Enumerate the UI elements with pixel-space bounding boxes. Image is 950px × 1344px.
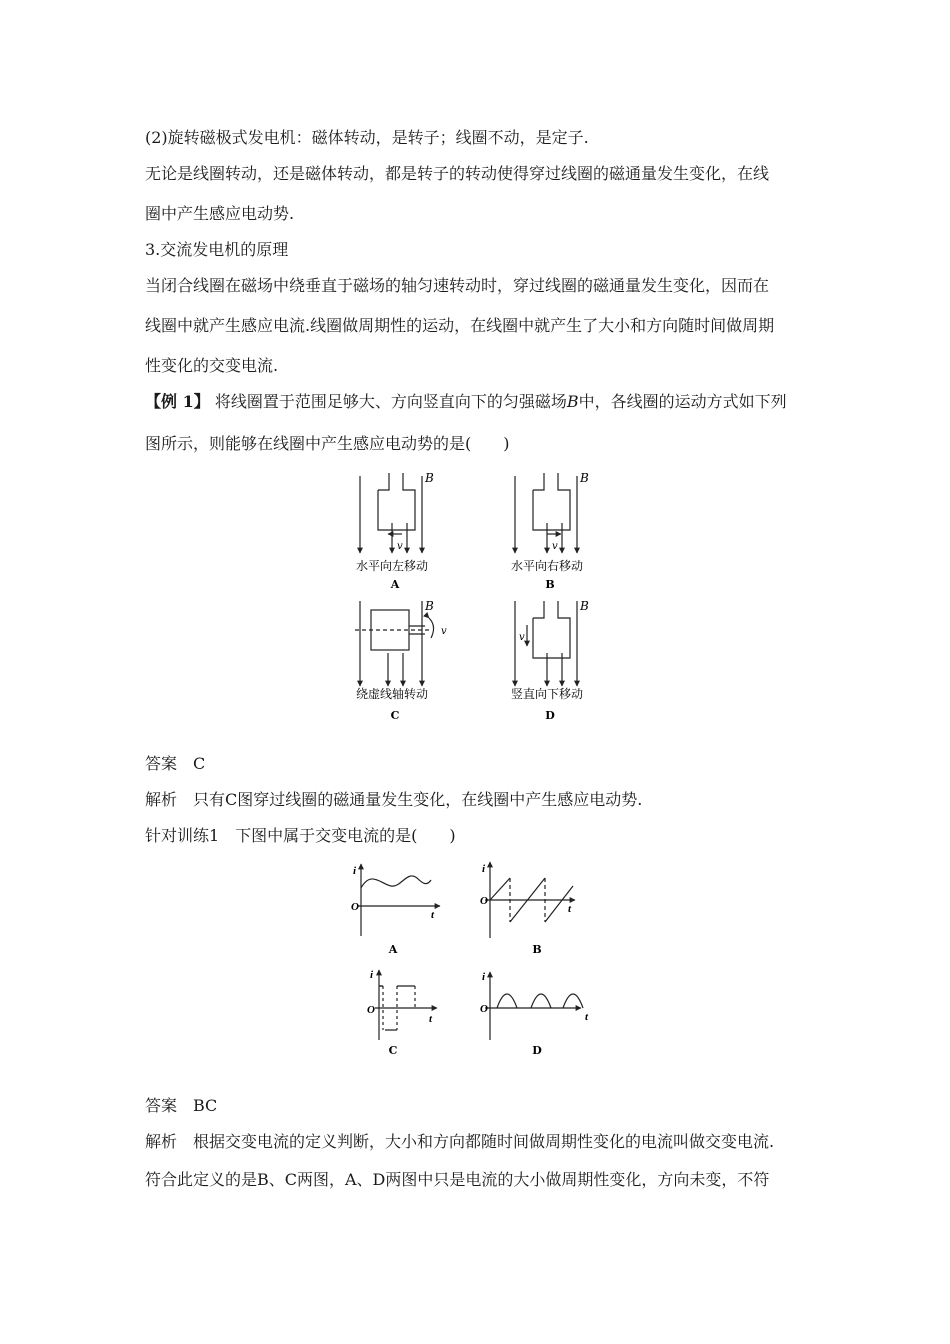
graph-c-y-label: i [370,969,374,981]
panel-b-letter: B [545,578,555,591]
graph-b-letter: B [532,943,542,956]
text-line-1: (2)旋转磁极式发电机：磁体转动，是转子；线圈不动，是定子. [145,128,589,147]
panel-c-b-label: B [425,599,434,613]
panel-c-letter: C [390,709,400,722]
panel-a-b-label: B [425,471,434,485]
panel-d-coil [533,601,570,658]
graph-c-letter: C [388,1044,398,1057]
graph-b-x-label: t [568,903,572,915]
panel-d-field-lines [515,601,577,686]
text-line-5: 当闭合线圈在磁场中绕垂直于磁场的轴匀速转动时，穿过线圈的磁通量发生变化，因而在 [145,276,770,295]
graph-a-curve [361,876,431,888]
example-text-1: 将线圈置于范围足够大、方向竖直向下的匀强磁场 [214,392,567,411]
current-graphs-figure [345,856,605,1062]
panel-b-field-lines [515,476,577,553]
text-line-2: 无论是线圈转动，还是磁体转动，都是转子的转动使得穿过线圈的磁通量发生变化，在线 [145,164,770,183]
panel-c-field-lines [360,601,422,686]
panel-d-letter: D [545,709,555,722]
panel-b-coil [533,473,570,530]
graph-d-origin: O [480,1003,488,1015]
example-tag: 【例 1】 [145,392,210,411]
graph-a-x-label: t [431,909,435,921]
text-line-6: 线圈中就产生感应电流.线圈做周期性的运动，在线圈中就产生了大小和方向随时间做周期 [145,316,775,335]
example-1-line-2: 图所示，则能够在线圈中产生感应电动势的是( ) [145,434,510,453]
graph-c-x-label: t [429,1013,433,1025]
graph-a-letter: A [388,943,398,956]
graph-a-y-label: i [353,865,357,877]
panel-d-caption: 竖直向下移动 [510,687,584,701]
panel-d-v-label: v [519,632,525,643]
graph-d-x-label: t [585,1011,589,1023]
analysis-1: 解析 只有C图穿过线圈的磁通量发生变化，在线圈中产生感应电动势. [145,790,643,809]
analysis-2-line-2: 符合此定义的是B、C两图，A、D两图中只是电流的大小做周期性变化，方向未变，不符 [145,1170,770,1189]
graph-b-y-label: i [482,863,486,875]
panel-b-b-label: B [580,471,589,485]
graph-b-origin: O [480,895,488,907]
graph-d-rectified-wave [497,994,583,1008]
text-line-3: 圈中产生感应电动势. [145,204,295,223]
panel-a-caption: 水平向左移动 [355,559,429,573]
graph-c-origin: O [367,1004,375,1016]
text-line-7: 性变化的交变电流. [145,356,279,375]
graph-d-letter: D [532,1044,542,1057]
section-heading: 3.交流发电机的原理 [145,240,289,259]
panel-b-v-label: v [552,541,558,552]
panel-a-letter: A [390,578,400,591]
panel-c-caption: 绕虚线轴转动 [355,687,429,701]
panel-d-b-label: B [580,599,589,613]
panel-b-caption: 水平向右移动 [510,559,584,573]
example-text-2: 中，各线圈的运动方式如下列 [578,392,787,411]
panel-a-coil [378,473,415,530]
answer-1: 答案 C [145,754,206,773]
coil-figure [345,468,605,726]
graph-d-y-label: i [482,971,486,983]
panel-a-field-lines [360,476,422,553]
analysis-2-line-1: 解析 根据交变电流的定义判断，大小和方向都随时间做周期性变化的电流叫做交变电流. [145,1132,775,1151]
graph-a-origin: O [351,901,359,913]
training-1: 针对训练1 下图中属于交变电流的是( ) [145,826,456,845]
answer-2: 答案 BC [145,1096,218,1115]
example-1-line-1 [145,392,787,412]
panel-c-v-label: v [441,626,447,637]
example-b-symbol: B [566,392,579,411]
panel-a-v-label: v [397,541,403,552]
